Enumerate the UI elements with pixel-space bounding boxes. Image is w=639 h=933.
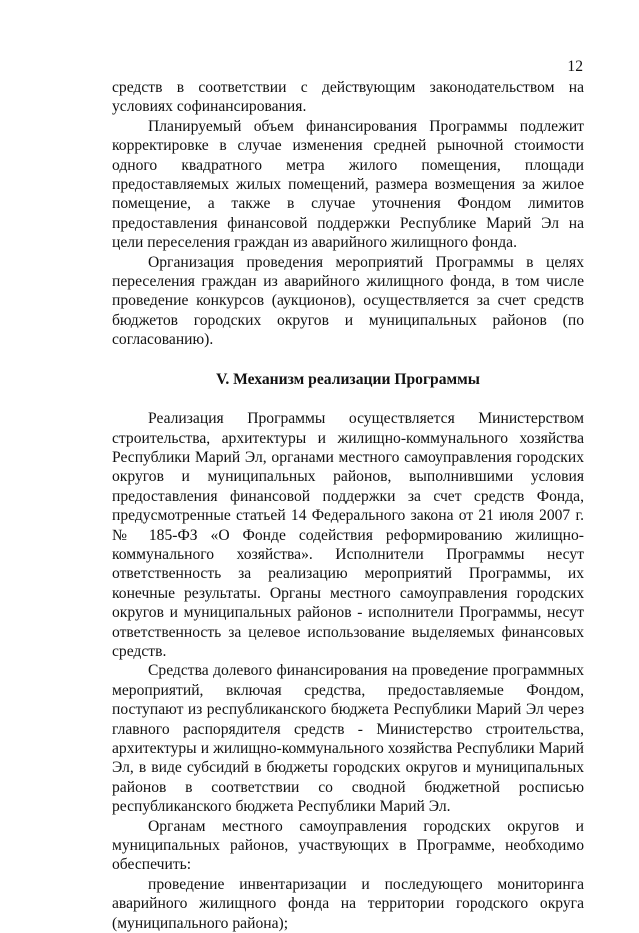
paragraphs-top bbox=[112, 78, 584, 350]
paragraph: Организация проведения мероприятий Программы в целях переселения граждан из аварийного жилищного фонда, в том числе проведение конкурсов (аукционов), осуществляется за счет средств бюджетов городских округов и муниципальных районов (по согласованию). bbox=[112, 253, 584, 349]
paragraphs-bottom bbox=[112, 409, 584, 933]
paragraph: Реализация Программы осуществляется Министерством строительства, архитектуры и жилищно-коммунального хозяйства Республики Марий Эл, органами местного самоуправления городских округов и муниципальных районов, выполнившими условия предоставления финансовой поддержки за счет средств Фонда, предусмотренные статьей 14 Федерального закона от 21 июля 2007 г. № 185-ФЗ «О Фонде содействия реформированию жилищно-коммунального хозяйства». Исполнители Программы несут ответственность за реализацию мероприятий Программы, их конечные результаты. Органы местного самоуправления городских округов и муниципальных районов - исполнители Программы, несут ответственность за целевое использование выделяемых финансовых средств. bbox=[112, 410, 584, 660]
document-body bbox=[112, 78, 584, 933]
page-number: 12 bbox=[567, 58, 583, 75]
paragraph: средств в соответствии с действующим законодательством на условиях софинансирования. bbox=[112, 79, 584, 116]
paragraph: Средства долевого финансирования на проведение программных мероприятий, включая средства, предоставляемые Фондом, поступают из республиканского бюджета Республики Марий Эл через главного распорядителя средств - Министерство строительства, архитектуры и жилищно-коммунального хозяйства Республики Марий Эл, в виде субсидий в бюджеты городских округов и муниципальных районов в соответствии со сводной бюджетной росписью республиканского бюджета Республики Марий Эл. bbox=[112, 662, 584, 816]
paragraph: проведение инвентаризации и последующего мониторинга аварийного жилищного фонда на территории городского округа (муниципального района); bbox=[112, 875, 584, 932]
paragraph: Планируемый объем финансирования Программы подлежит корректировке в случае изменения средней рыночной стоимости одного квадратного метра жилого помещения, площади предоставляемых жилых помещений, размера возмещения за жилое помещение, а также в случае уточнения Фондом лимитов предоставления финансовой поддержки Республике Марий Эл на цели переселения граждан из аварийного жилищного фонда. bbox=[112, 117, 584, 252]
section-heading: V. Механизм реализации Программы bbox=[216, 370, 480, 388]
paragraph: Органам местного самоуправления городских округов и муниципальных районов, участвующих в Программе, необходимо обеспечить: bbox=[112, 817, 584, 874]
